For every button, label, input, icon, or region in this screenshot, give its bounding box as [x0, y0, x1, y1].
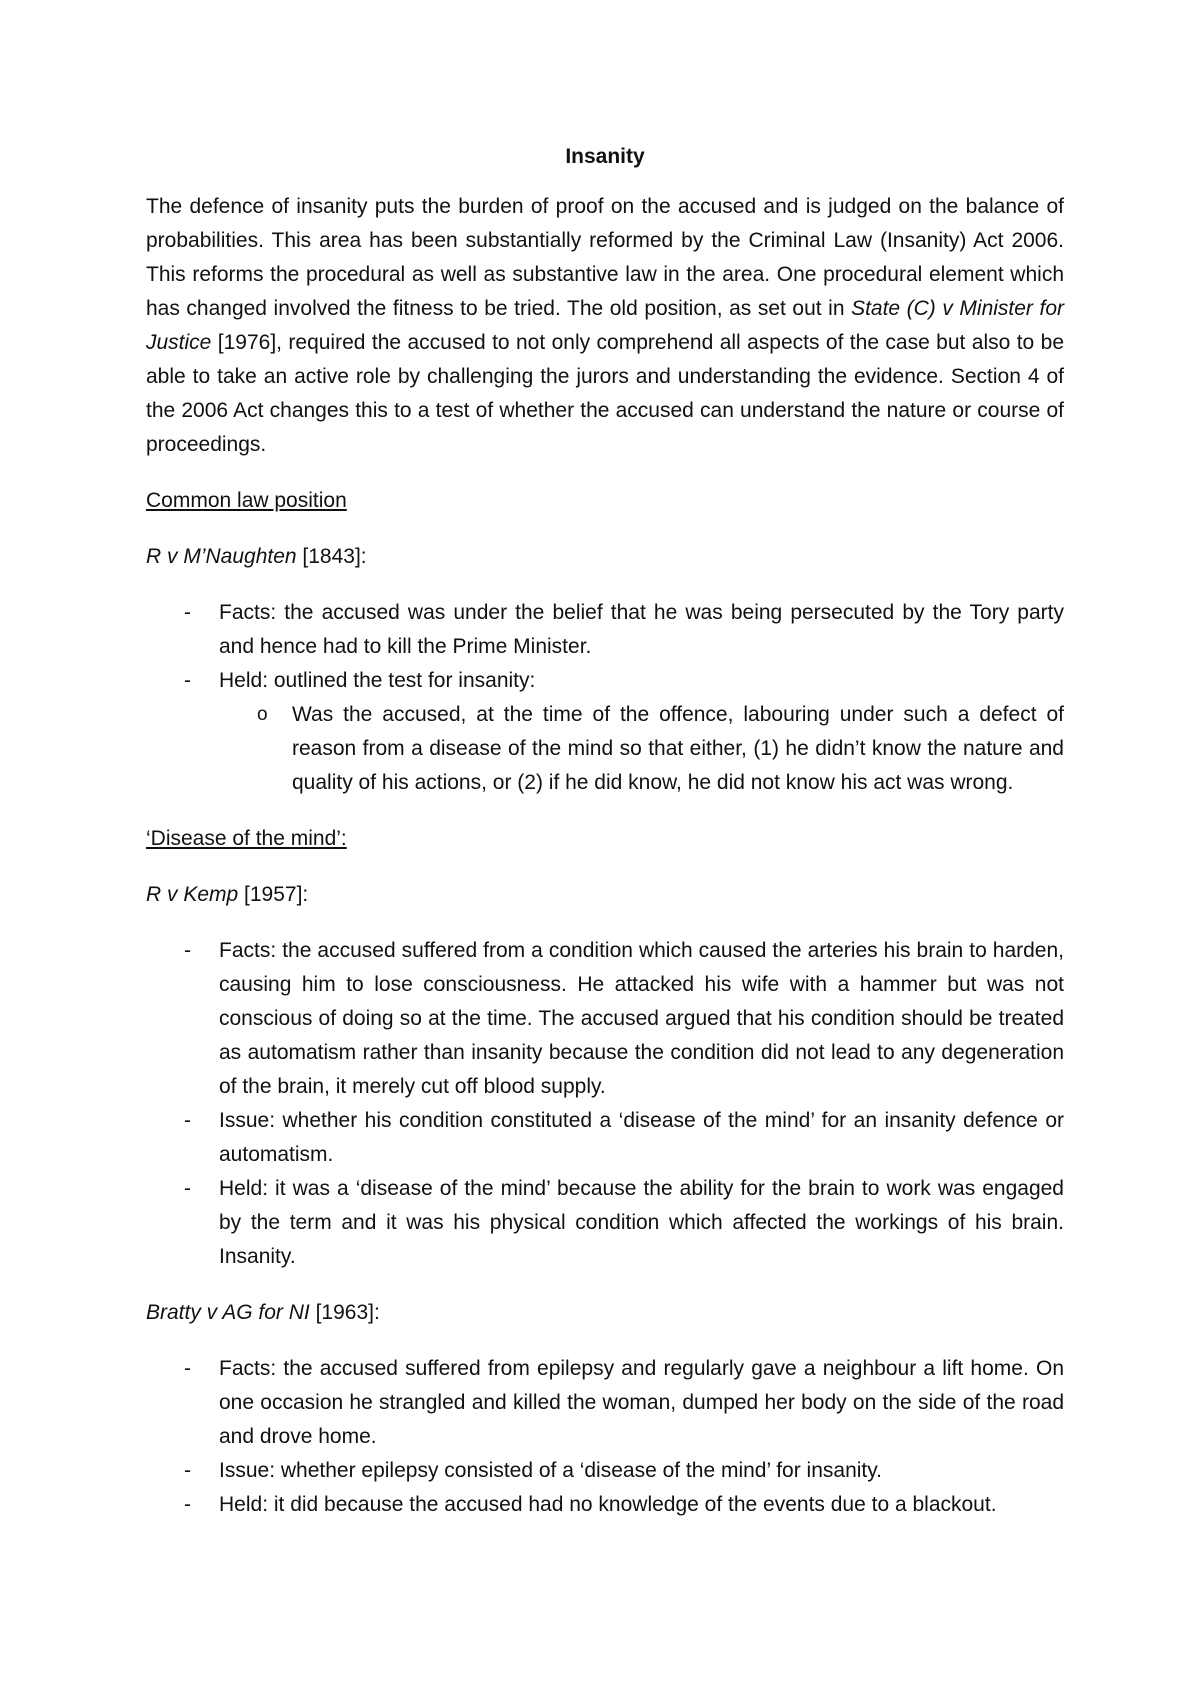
- case-title-kemp: [146, 878, 1064, 912]
- dash-bullet: -: [184, 601, 191, 624]
- case-name: Bratty v AG for NI: [146, 1301, 310, 1324]
- intro-text-1: The defence of insanity puts the burden of proof on the accused and is judged on the balance of probabilities. This area has been substantially reformed by the Criminal Law (Insanity) Act 2006. This reforms the procedural as well as substantive law in the area. One procedural element which has changed involved the fitness to be tried. The old position, as set out in: [146, 195, 1064, 320]
- dash-bullet: -: [184, 939, 191, 962]
- dash-bullet: -: [184, 1109, 191, 1132]
- document-page: [146, 140, 1064, 1522]
- case-name: R v M’Naughten: [146, 545, 297, 568]
- list-item-held: - Held: outlined the test for insanity: o Was the accused, at the time of the offence, labouring under such a defect of reason from a disease of the mind so that either, (1) he didn’t know the nature and quality of his actions, or (2) if he did know, he did not know his act was wrong.: [146, 664, 1064, 800]
- mnaughten-points: [146, 596, 1064, 800]
- dash-bullet: -: [184, 669, 191, 692]
- section-heading-disease-of-mind: ‘Disease of the mind’:: [146, 827, 347, 850]
- bratty-points: [146, 1352, 1064, 1522]
- case-citation: [1957]:: [238, 883, 309, 906]
- kemp-points: [146, 934, 1064, 1274]
- list-item-facts: - Facts: the accused was under the belief that he was being persecuted by the Tory party and hence had to kill the Prime Minister.: [146, 596, 1064, 664]
- sub-list-item-test: o Was the accused, at the time of the offence, labouring under such a defect of reason from a disease of the mind so that either, (1) he didn’t know the nature and quality of his actions, or (2) if he did know, he did not know his act was wrong.: [219, 698, 1064, 800]
- list-item-facts: - Facts: the accused suffered from a condition which caused the arteries his brain to harden, causing him to lose consciousness. He attacked his wife with a hammer but was not conscious of doing so at the time. The accused argued that his condition should be treated as automatism rather than insanity because the condition did not lead to any degeneration of the brain, it merely cut off blood supply.: [146, 934, 1064, 1104]
- list-item-held: - Held: it did because the accused had no knowledge of the events due to a blackout.: [146, 1488, 1064, 1522]
- intro-case-name: State (C) v Minister for Justice: [146, 297, 1064, 354]
- circle-bullet: o: [257, 704, 268, 725]
- case-citation: [1963]:: [309, 1301, 380, 1324]
- list-item-held: - Held: it was a ‘disease of the mind’ because the ability for the brain to work was engaged by the term and it was his physical condition which affected the workings of his brain. Insanity.: [146, 1172, 1064, 1274]
- dash-bullet: -: [184, 1177, 191, 1200]
- case-title-mnaughten: [146, 540, 1064, 574]
- dash-bullet: -: [184, 1459, 191, 1482]
- case-name: R v Kemp: [146, 883, 239, 906]
- held-sub-points: [219, 698, 1064, 800]
- case-title-bratty: [146, 1296, 1064, 1330]
- list-item-facts: - Facts: the accused suffered from epilepsy and regularly gave a neighbour a lift home. On one occasion he strangled and killed the woman, dumped her body on the side of the road and drove home.: [146, 1352, 1064, 1454]
- dash-bullet: -: [184, 1357, 191, 1380]
- page-title: Insanity: [565, 145, 645, 168]
- list-item-issue: - Issue: whether epilepsy consisted of a ‘disease of the mind’ for insanity.: [146, 1454, 1064, 1488]
- dash-bullet: -: [184, 1493, 191, 1516]
- section-heading-common-law: Common law position: [146, 489, 347, 512]
- intro-text-2: [1976], required the accused to not only comprehend all aspects of the case but also to be able to take an active role by challenging the jurors and understanding the evidence. Section 4 of the 2006 Act changes this to a test of whether the accused can understand the nature or course of proceedings.: [146, 331, 1064, 456]
- case-citation: [1843]:: [296, 545, 367, 568]
- list-item-issue: - Issue: whether his condition constituted a ‘disease of the mind’ for an insanity defence or automatism.: [146, 1104, 1064, 1172]
- intro-paragraph: [146, 190, 1064, 462]
